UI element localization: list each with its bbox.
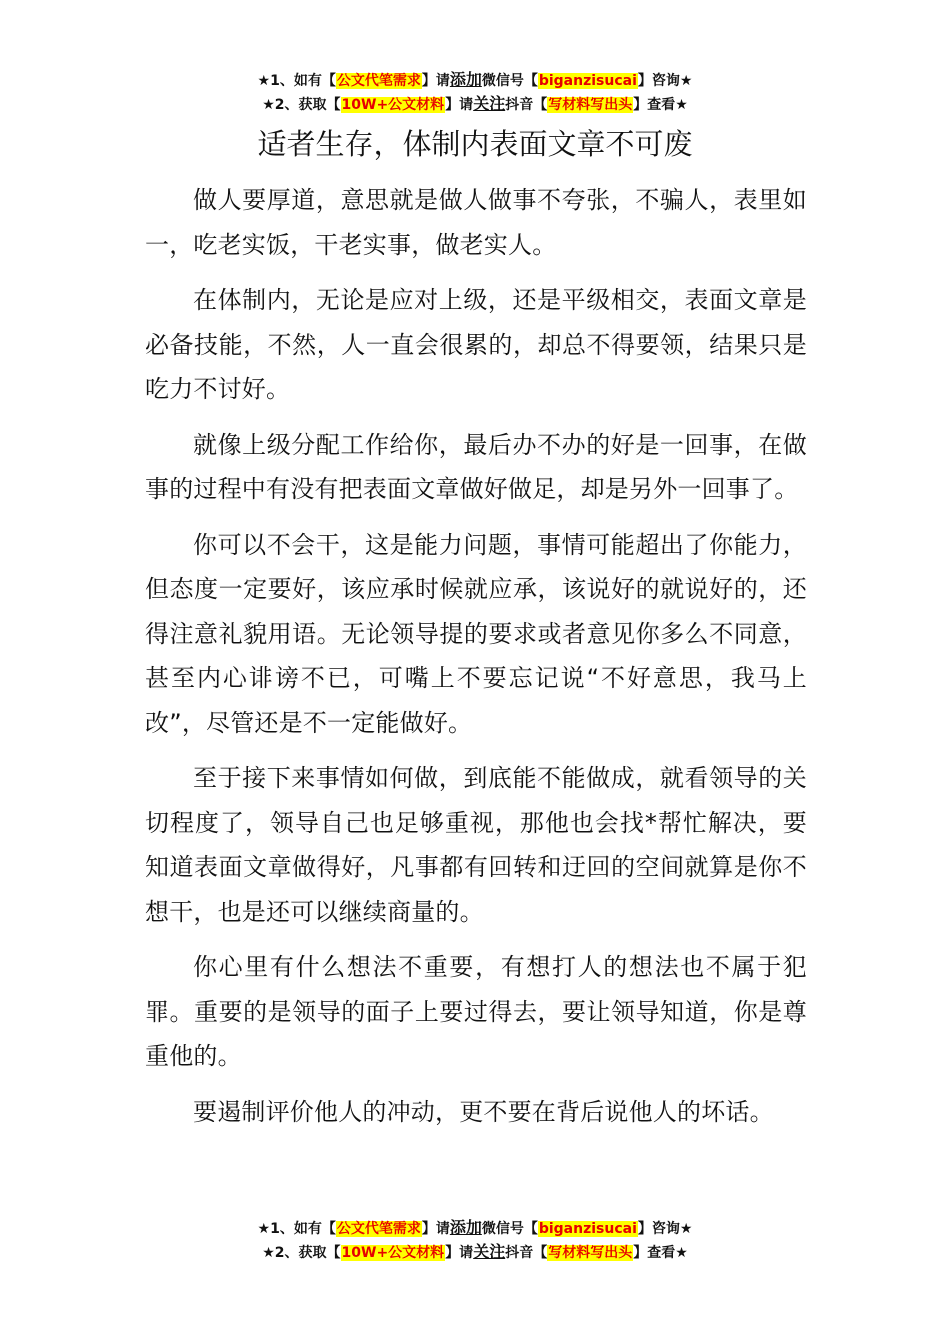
banner-highlight-wechat-id: biganzisucai [538,73,637,89]
header-banner [0,68,950,116]
banner-highlight-service: 公文代笔需求 [336,73,421,89]
banner-text: 】请 [421,1221,450,1237]
banner-text: 】请 [445,97,474,113]
banner-highlight-douyin: 写材料写出头 [548,97,633,113]
banner-underline: 添加 [449,1218,482,1237]
banner-highlight-materials: 10W+公文材料 [341,97,445,113]
banner-text: 】请 [421,73,450,89]
banner-line-2 [0,92,950,116]
banner-highlight-douyin: 写材料写出头 [548,1245,633,1261]
banner-text: ★2、获取【 [262,1245,341,1261]
banner-text: 微信号【 [481,73,538,89]
page-title: 适者生存，体制内表面文章不可废 [257,127,693,161]
paragraph: 在体制内，无论是应对上级，还是平级相交，表面文章是必备技能，不然，人一直会很累的，却总不得要领，结果只是吃力不讨好。 [145,286,807,403]
paragraph: 至于接下来事情如何做，到底能不能做成，就看领导的关切程度了，领导自己也足够重视，那他也会找*帮忙解决，要知道表面文章做得好，凡事都有回转和迂回的空间就算是你不想干，也是还可以继续商量的。 [145,764,807,926]
paragraph: 你心里有什么想法不重要，有想打人的想法也不属于犯罪。重要的是领导的面子上要过得去，要让领导知道，你是尊重他的。 [145,953,807,1070]
banner-line-1 [0,68,950,92]
paragraph: 要遏制评价他人的冲动，更不要在背后说他人的坏话。 [193,1097,774,1126]
banner-text: 】查看★ [633,1245,688,1261]
banner-line-1 [0,1216,950,1240]
banner-text: ★2、获取【 [262,97,341,113]
banner-highlight-service: 公文代笔需求 [336,1221,421,1237]
banner-text: 抖音【 [505,1245,548,1261]
banner-underline: 关注 [473,1242,506,1261]
footer-banner [0,1216,950,1264]
banner-underline: 添加 [449,70,482,89]
banner-text: 】请 [445,1245,474,1261]
banner-text: 】查看★ [633,97,688,113]
banner-text: ★1、如有【 [257,1221,336,1237]
banner-text: 抖音【 [505,97,548,113]
paragraph: 做人要厚道，意思就是做人做事不夸张，不骗人，表里如一，吃老实饭，干老实事，做老实人。 [145,186,807,259]
banner-text: 】咨询★ [637,1221,693,1237]
banner-text: 微信号【 [481,1221,538,1237]
banner-underline: 关注 [473,94,506,113]
banner-line-2 [0,1240,950,1264]
article-body [145,178,807,1145]
banner-text: ★1、如有【 [257,73,336,89]
banner-text: 】咨询★ [637,73,693,89]
paragraph: 你可以不会干，这是能力问题，事情可能超出了你能力，但态度一定要好，该应承时候就应承，该说好的就说好的，还得注意礼貌用语。无论领导提的要求或者意见你多么不同意，甚至内心诽谤不已，可嘴上不要忘记说“不好意思，我马上改”，尽管还是不一定能做好。 [145,530,807,737]
paragraph: 就像上级分配工作给你，最后办不办的好是一回事，在做事的过程中有没有把表面文章做好做足，却是另外一回事了。 [145,430,807,503]
banner-highlight-wechat-id: biganzisucai [538,1221,637,1237]
banner-highlight-materials: 10W+公文材料 [341,1245,445,1261]
